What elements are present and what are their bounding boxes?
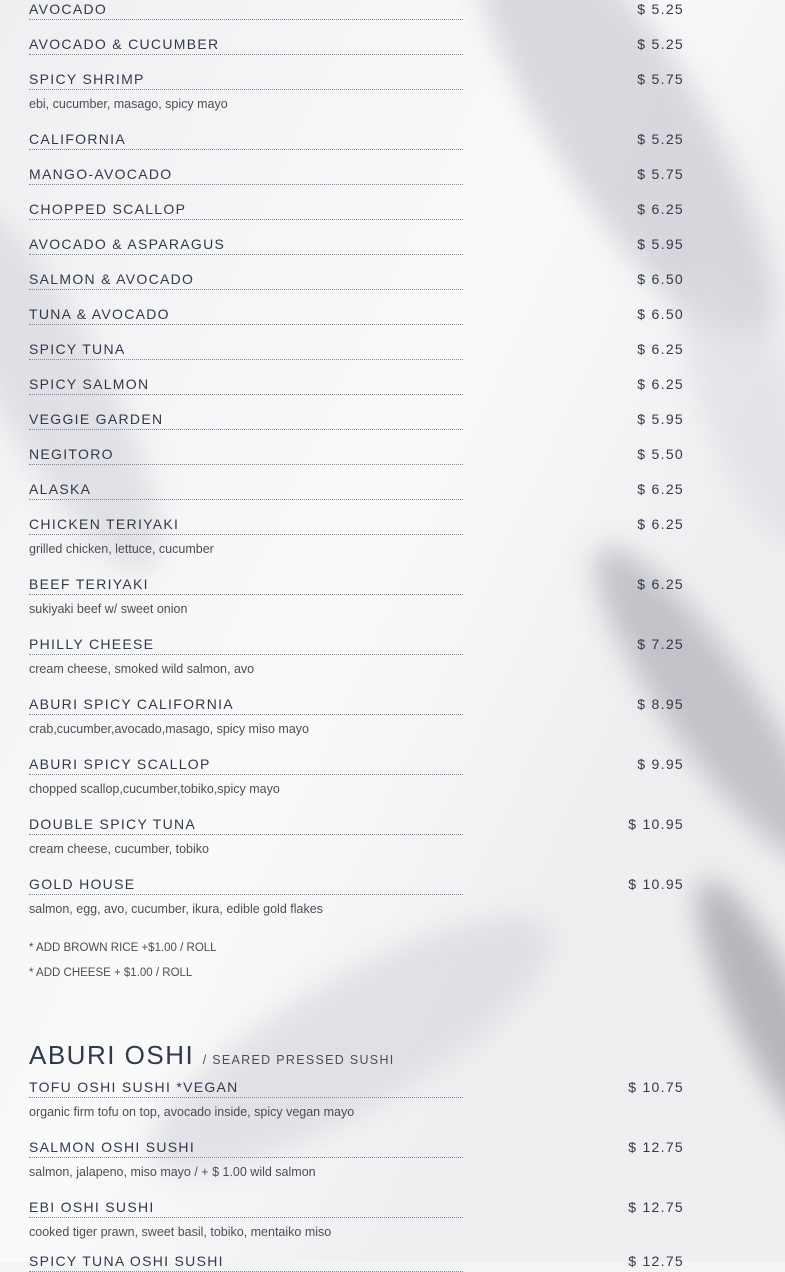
item-price: $ 6.50: [637, 306, 684, 322]
item-price: $ 5.25: [637, 1, 684, 17]
item-description: chopped scallop,cucumber,tobiko,spicy mayo: [29, 782, 280, 796]
item-description: cream cheese, cucumber, tobiko: [29, 842, 209, 856]
item-description: salmon, jalapeno, miso mayo / + $ 1.00 wild salmon: [29, 1165, 316, 1179]
item-name: GOLD HOUSE: [29, 876, 463, 895]
item-name: AVOCADO & CUCUMBER: [29, 36, 463, 55]
item-description: organic firm tofu on top, avocado inside, spicy vegan mayo: [29, 1105, 355, 1119]
item-name: ALASKA: [29, 481, 463, 500]
item-name: SPICY SHRIMP: [29, 71, 463, 90]
item-price: $ 5.25: [637, 36, 684, 52]
item-name: MANGO-AVOCADO: [29, 166, 463, 185]
item-name: AVOCADO: [29, 1, 463, 20]
item-price: $ 5.50: [637, 446, 684, 462]
item-price: $ 9.95: [637, 756, 684, 772]
item-name: CALIFORNIA: [29, 131, 463, 150]
item-description: crab,cucumber,avocado,masago, spicy miso mayo: [29, 722, 309, 736]
item-price: $ 5.25: [637, 131, 684, 147]
add-cheese-note: * ADD CHEESE + $1.00 / ROLL: [29, 967, 193, 979]
section-heading: [29, 1040, 395, 1071]
item-price: $ 10.95: [628, 816, 684, 832]
item-price: $ 7.25: [637, 636, 684, 652]
item-price: $ 5.75: [637, 166, 684, 182]
item-name: NEGITORO: [29, 446, 463, 465]
item-price: $ 6.25: [637, 376, 684, 392]
item-description: sukiyaki beef w/ sweet onion: [29, 602, 188, 616]
item-name: SPICY SALMON: [29, 376, 463, 395]
item-price: $ 12.75: [628, 1253, 684, 1269]
item-name: AVOCADO & ASPARAGUS: [29, 236, 463, 255]
item-price: $ 6.50: [637, 271, 684, 287]
add-brown-rice-note: * ADD BROWN RICE +$1.00 / ROLL: [29, 942, 217, 954]
item-name: SALMON & AVOCADO: [29, 271, 463, 290]
item-name: DOUBLE SPICY TUNA: [29, 816, 463, 835]
item-description: cooked tiger prawn, sweet basil, tobiko, mentaiko miso: [29, 1225, 332, 1239]
item-name: SALMON OSHI SUSHI: [29, 1139, 463, 1158]
item-price: $ 10.95: [628, 876, 684, 892]
item-description: ebi, cucumber, masago, spicy mayo: [29, 97, 228, 111]
item-name: SPICY TUNA: [29, 341, 463, 360]
item-price: $ 6.25: [637, 516, 684, 532]
item-price: $ 5.95: [637, 411, 684, 427]
item-price: $ 12.75: [628, 1139, 684, 1155]
item-price: $ 5.75: [637, 71, 684, 87]
item-name: BEEF TERIYAKI: [29, 576, 463, 595]
item-name: TOFU OSHI SUSHI *VEGAN: [29, 1079, 463, 1098]
item-name: VEGGIE GARDEN: [29, 411, 463, 430]
item-description: salmon, egg, avo, cucumber, ikura, edible gold flakes: [29, 902, 323, 916]
item-price: $ 5.95: [637, 236, 684, 252]
item-name: CHOPPED SCALLOP: [29, 201, 463, 220]
section-subtitle: / SEARED PRESSED SUSHI: [202, 1053, 395, 1067]
section-title: ABURI OSHI: [29, 1040, 195, 1070]
item-name: ABURI SPICY SCALLOP: [29, 756, 463, 775]
item-name: EBI OSHI SUSHI: [29, 1199, 463, 1218]
item-name: SPICY TUNA OSHI SUSHI: [29, 1253, 463, 1272]
item-name: CHICKEN TERIYAKI: [29, 516, 463, 535]
item-price: $ 12.75: [628, 1199, 684, 1215]
item-name: ABURI SPICY CALIFORNIA: [29, 696, 463, 715]
item-price: $ 6.25: [637, 481, 684, 497]
item-price: $ 6.25: [637, 341, 684, 357]
item-name: TUNA & AVOCADO: [29, 306, 463, 325]
item-description: grilled chicken, lettuce, cucumber: [29, 542, 214, 556]
item-price: $ 6.25: [637, 201, 684, 217]
item-price: $ 8.95: [637, 696, 684, 712]
item-price: $ 6.25: [637, 576, 684, 592]
item-name: PHILLY CHEESE: [29, 636, 463, 655]
item-description: cream cheese, smoked wild salmon, avo: [29, 662, 255, 676]
item-price: $ 10.75: [628, 1079, 684, 1095]
